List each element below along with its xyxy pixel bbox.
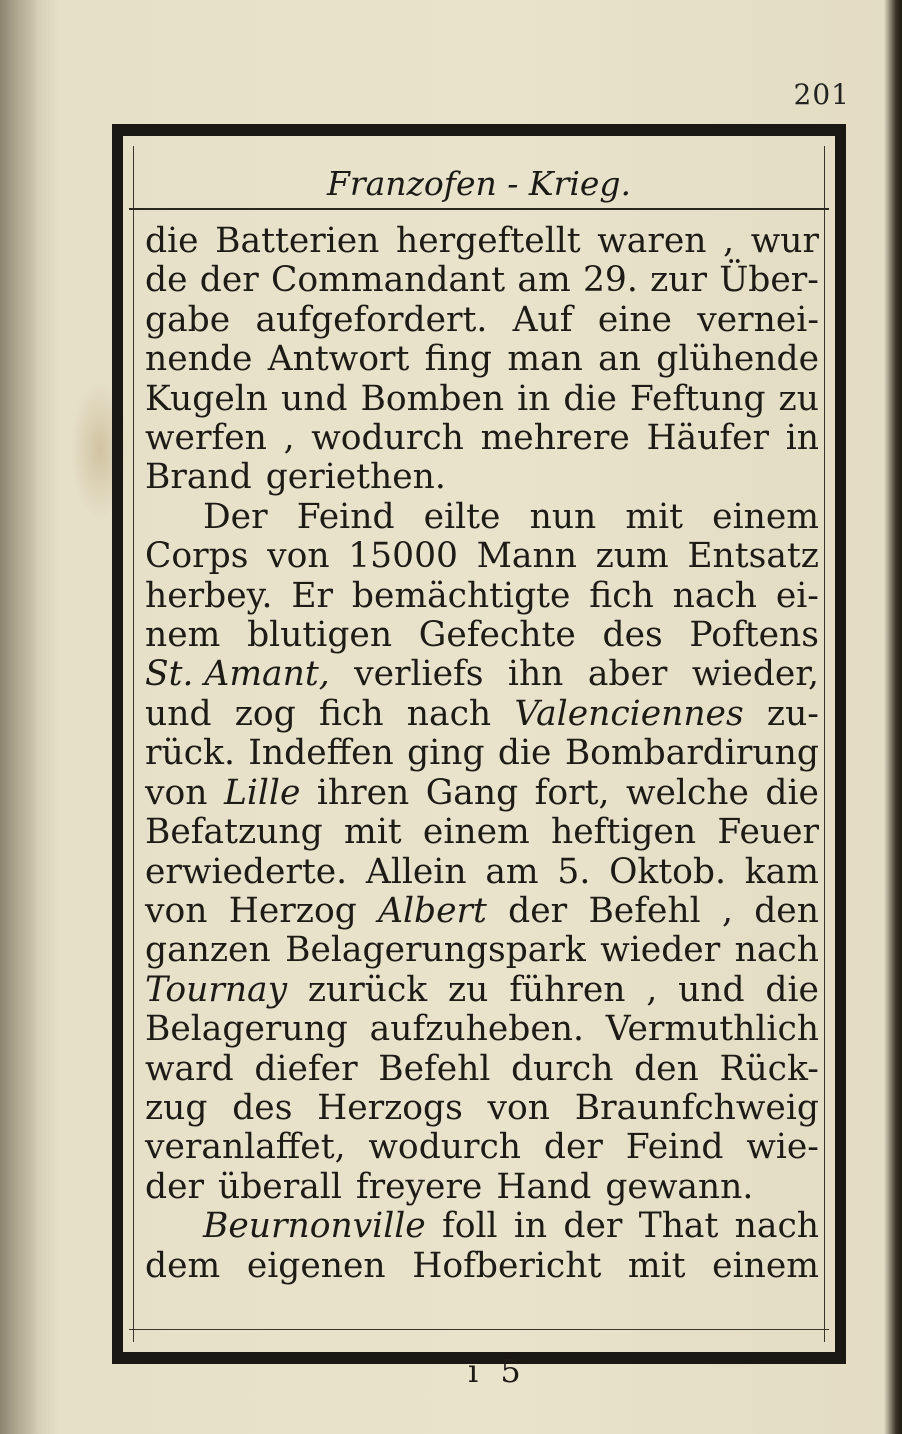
text-word: wie- [746,1127,819,1168]
text-word: mit [627,1245,686,1286]
text-word: fort, [534,772,610,813]
text-word: ganzen [145,930,271,971]
text-line [145,261,819,300]
text-line [145,774,819,813]
text-word: wieder, [691,654,819,695]
text-word: Bombardirung [564,733,819,774]
text-line [145,1128,819,1167]
text-word: werfen [145,418,267,459]
text-word: Feind [296,496,395,537]
text-word: , [646,969,658,1010]
text-word: fing [424,339,492,380]
text-word: waren [597,221,707,261]
text-line [145,380,819,419]
text-word: eilte [423,496,501,537]
text-line [145,853,819,892]
text-word: erwiederte. [145,851,348,892]
text-word: herbey. [145,575,273,616]
text-word: am [485,851,539,892]
text-word: ihn [507,654,564,695]
text-word: fich [589,575,654,616]
text-word: von [267,536,330,577]
text-word: zurück [307,969,428,1010]
text-word: Feuer [717,812,819,853]
text-word: nende [145,339,253,380]
binding-edge [0,0,38,1434]
text-word: wur [750,221,819,261]
text-line [145,577,819,616]
text-word: Auf [512,299,573,340]
text-word: ei- [775,575,819,616]
signature-mark: i 5 [468,1352,527,1390]
text-word: Commandant [271,260,506,301]
text-word: einem [422,812,530,853]
text-word: man [507,339,583,380]
text-frame [112,124,846,1364]
text-word: der [563,1206,623,1247]
text-word: der [145,1166,204,1207]
text-word: zu [778,378,819,419]
text-word: und [145,693,212,734]
text-line [145,340,819,379]
text-word: in [517,378,551,419]
text-word: Herzogs [317,1087,463,1128]
text-word: freyere [355,1166,483,1207]
text-word: von [145,890,208,931]
text-word: vernei- [697,299,819,340]
text-word: nach [672,575,758,616]
text-word: einem [712,496,819,537]
text-word: Rück- [719,1048,819,1089]
text-word: heftigen [551,812,697,853]
text-word: Brand [145,457,252,498]
text-word: veranlaffet, [145,1127,346,1168]
text-word: einem [712,1245,819,1286]
text-word: Allein [365,851,467,892]
text-word: den [754,890,819,931]
text-word: zug [145,1087,208,1128]
text-word: die [765,969,819,1010]
text-word: nach [406,693,492,734]
text-word: die [145,221,199,261]
text-word: Gang [425,772,519,813]
text-word: hergeftellt [396,221,581,261]
running-head: Franzofen - Krieg. [326,164,632,203]
text-word: zur [650,260,707,301]
text-word: des [602,615,663,656]
text-word: 15000 [348,536,458,577]
text-line [145,734,819,773]
text-word: zum [595,536,669,577]
text-word: der [199,260,259,301]
text-word: rück. [145,733,235,774]
text-word: Über- [719,260,819,301]
text-word: eine [597,299,672,340]
text-line [145,616,819,655]
text-word: Poftens [689,615,819,656]
text-word: diefer [254,1048,358,1089]
text-line [145,813,819,852]
text-line [145,498,819,537]
text-word: gewann. [605,1166,754,1207]
text-word: Albert [378,890,487,931]
text-word: geriethen. [265,457,446,498]
text-word: Belagerungspark [285,930,586,971]
text-line [145,695,819,734]
text-word: überall [218,1166,342,1207]
text-word: und [678,969,745,1010]
text-word: Valenciennes [514,693,744,734]
text-word: de [145,260,188,301]
text-line [145,931,819,970]
text-line [145,222,819,261]
text-word: Feind [625,1127,724,1168]
text-word: der [543,1127,603,1168]
text-word: Antwort [267,339,410,380]
text-word: aufzuheben. [369,1009,584,1050]
body-text [145,222,819,1286]
text-word: wodurch [368,1127,522,1168]
text-line [145,971,819,1010]
text-word: aufgefordert. [255,299,488,340]
text-word: Beurnonville [203,1206,426,1247]
text-word: mit [343,812,402,853]
text-word: den [634,1048,699,1089]
text-word: in [785,418,819,459]
text-word: durch [511,1048,614,1089]
text-word: Bomben [360,378,505,419]
text-word: nach [734,1206,819,1247]
text-word: bemächtigte [351,575,571,616]
text-word: zu- [766,693,819,734]
text-word: glühende [656,339,819,380]
text-word: Befehl [588,890,701,931]
text-word: Entsatz [687,536,819,577]
text-word: Indeffen [248,733,394,774]
text-word: , [283,418,295,459]
text-word: die [497,733,552,774]
text-word: , [721,890,733,931]
text-word: Befehl [378,1048,491,1089]
text-word: des [232,1087,293,1128]
text-word: in [513,1206,548,1247]
text-word: Vermuthlich [605,1009,819,1050]
text-word: kam [744,851,819,892]
text-word: aber [587,654,668,695]
text-word: wodurch [311,418,464,459]
text-word: dem [145,1245,221,1286]
text-word: von [487,1087,551,1128]
text-word: ihren [316,772,410,813]
text-word: welche [625,772,749,813]
text-line [145,458,819,497]
text-word: 29. [582,260,638,301]
text-word: foll [441,1206,498,1247]
text-word: Tournay [145,969,288,1010]
text-word: die [765,772,819,813]
text-word: Mann [476,536,577,577]
text-word: Corps [145,536,249,577]
text-word: nach [734,930,819,971]
page-number: 201 [793,78,850,111]
text-word: eigenen [246,1245,386,1286]
text-line [145,419,819,458]
page-right-edge [884,0,902,1434]
text-word: Er [291,575,334,616]
text-word: ward [145,1048,234,1089]
text-word: am [517,260,571,301]
text-word: Der [203,496,268,537]
text-word: St. Amant, [145,654,330,695]
text-line [145,1247,819,1286]
text-word: Batterien [215,221,380,261]
text-word: mehrere [480,418,630,459]
text-line [145,1168,819,1207]
text-word: Häufer [646,418,770,459]
bottom-rule [129,1329,829,1331]
text-line [145,1010,819,1049]
text-word: 5. [557,851,591,892]
text-word: That [638,1206,719,1247]
text-line [145,892,819,931]
text-word: nem [145,615,221,656]
text-word: Hofbericht [412,1245,602,1286]
text-word: nun [529,496,597,537]
text-word: Feftung [629,378,766,419]
text-word: und [281,378,348,419]
text-word: der [508,890,568,931]
text-word: Herzog [228,890,357,931]
text-word: blutigen [247,615,393,656]
text-word: verliefs [354,654,484,695]
text-word: fich [319,693,384,734]
text-word: mit [625,496,684,537]
text-word: , [723,221,735,261]
text-word: wieder [600,930,721,971]
text-line [145,1207,819,1246]
text-word: Hand [496,1166,592,1207]
text-word: führen [509,969,626,1010]
text-word: Oktob. [609,851,726,892]
text-word: zu [448,969,489,1010]
text-word: gabe [145,299,231,340]
text-word: Kugeln [145,378,268,419]
text-line [145,1089,819,1128]
text-word: die [563,378,617,419]
text-line [145,655,819,694]
text-line [145,537,819,576]
header-rule [129,208,829,210]
text-word: Belagerung [145,1009,348,1050]
text-word: zog [234,693,296,734]
text-line [145,1050,819,1089]
text-word: von [145,772,208,813]
text-word: Lille [223,772,301,813]
text-word: Befatzung [145,812,323,853]
text-word: ging [407,733,485,774]
text-word: Gefechte [418,615,576,656]
text-word: an [598,339,641,380]
text-line [145,301,819,340]
text-word: Braunfchweig [574,1087,819,1128]
